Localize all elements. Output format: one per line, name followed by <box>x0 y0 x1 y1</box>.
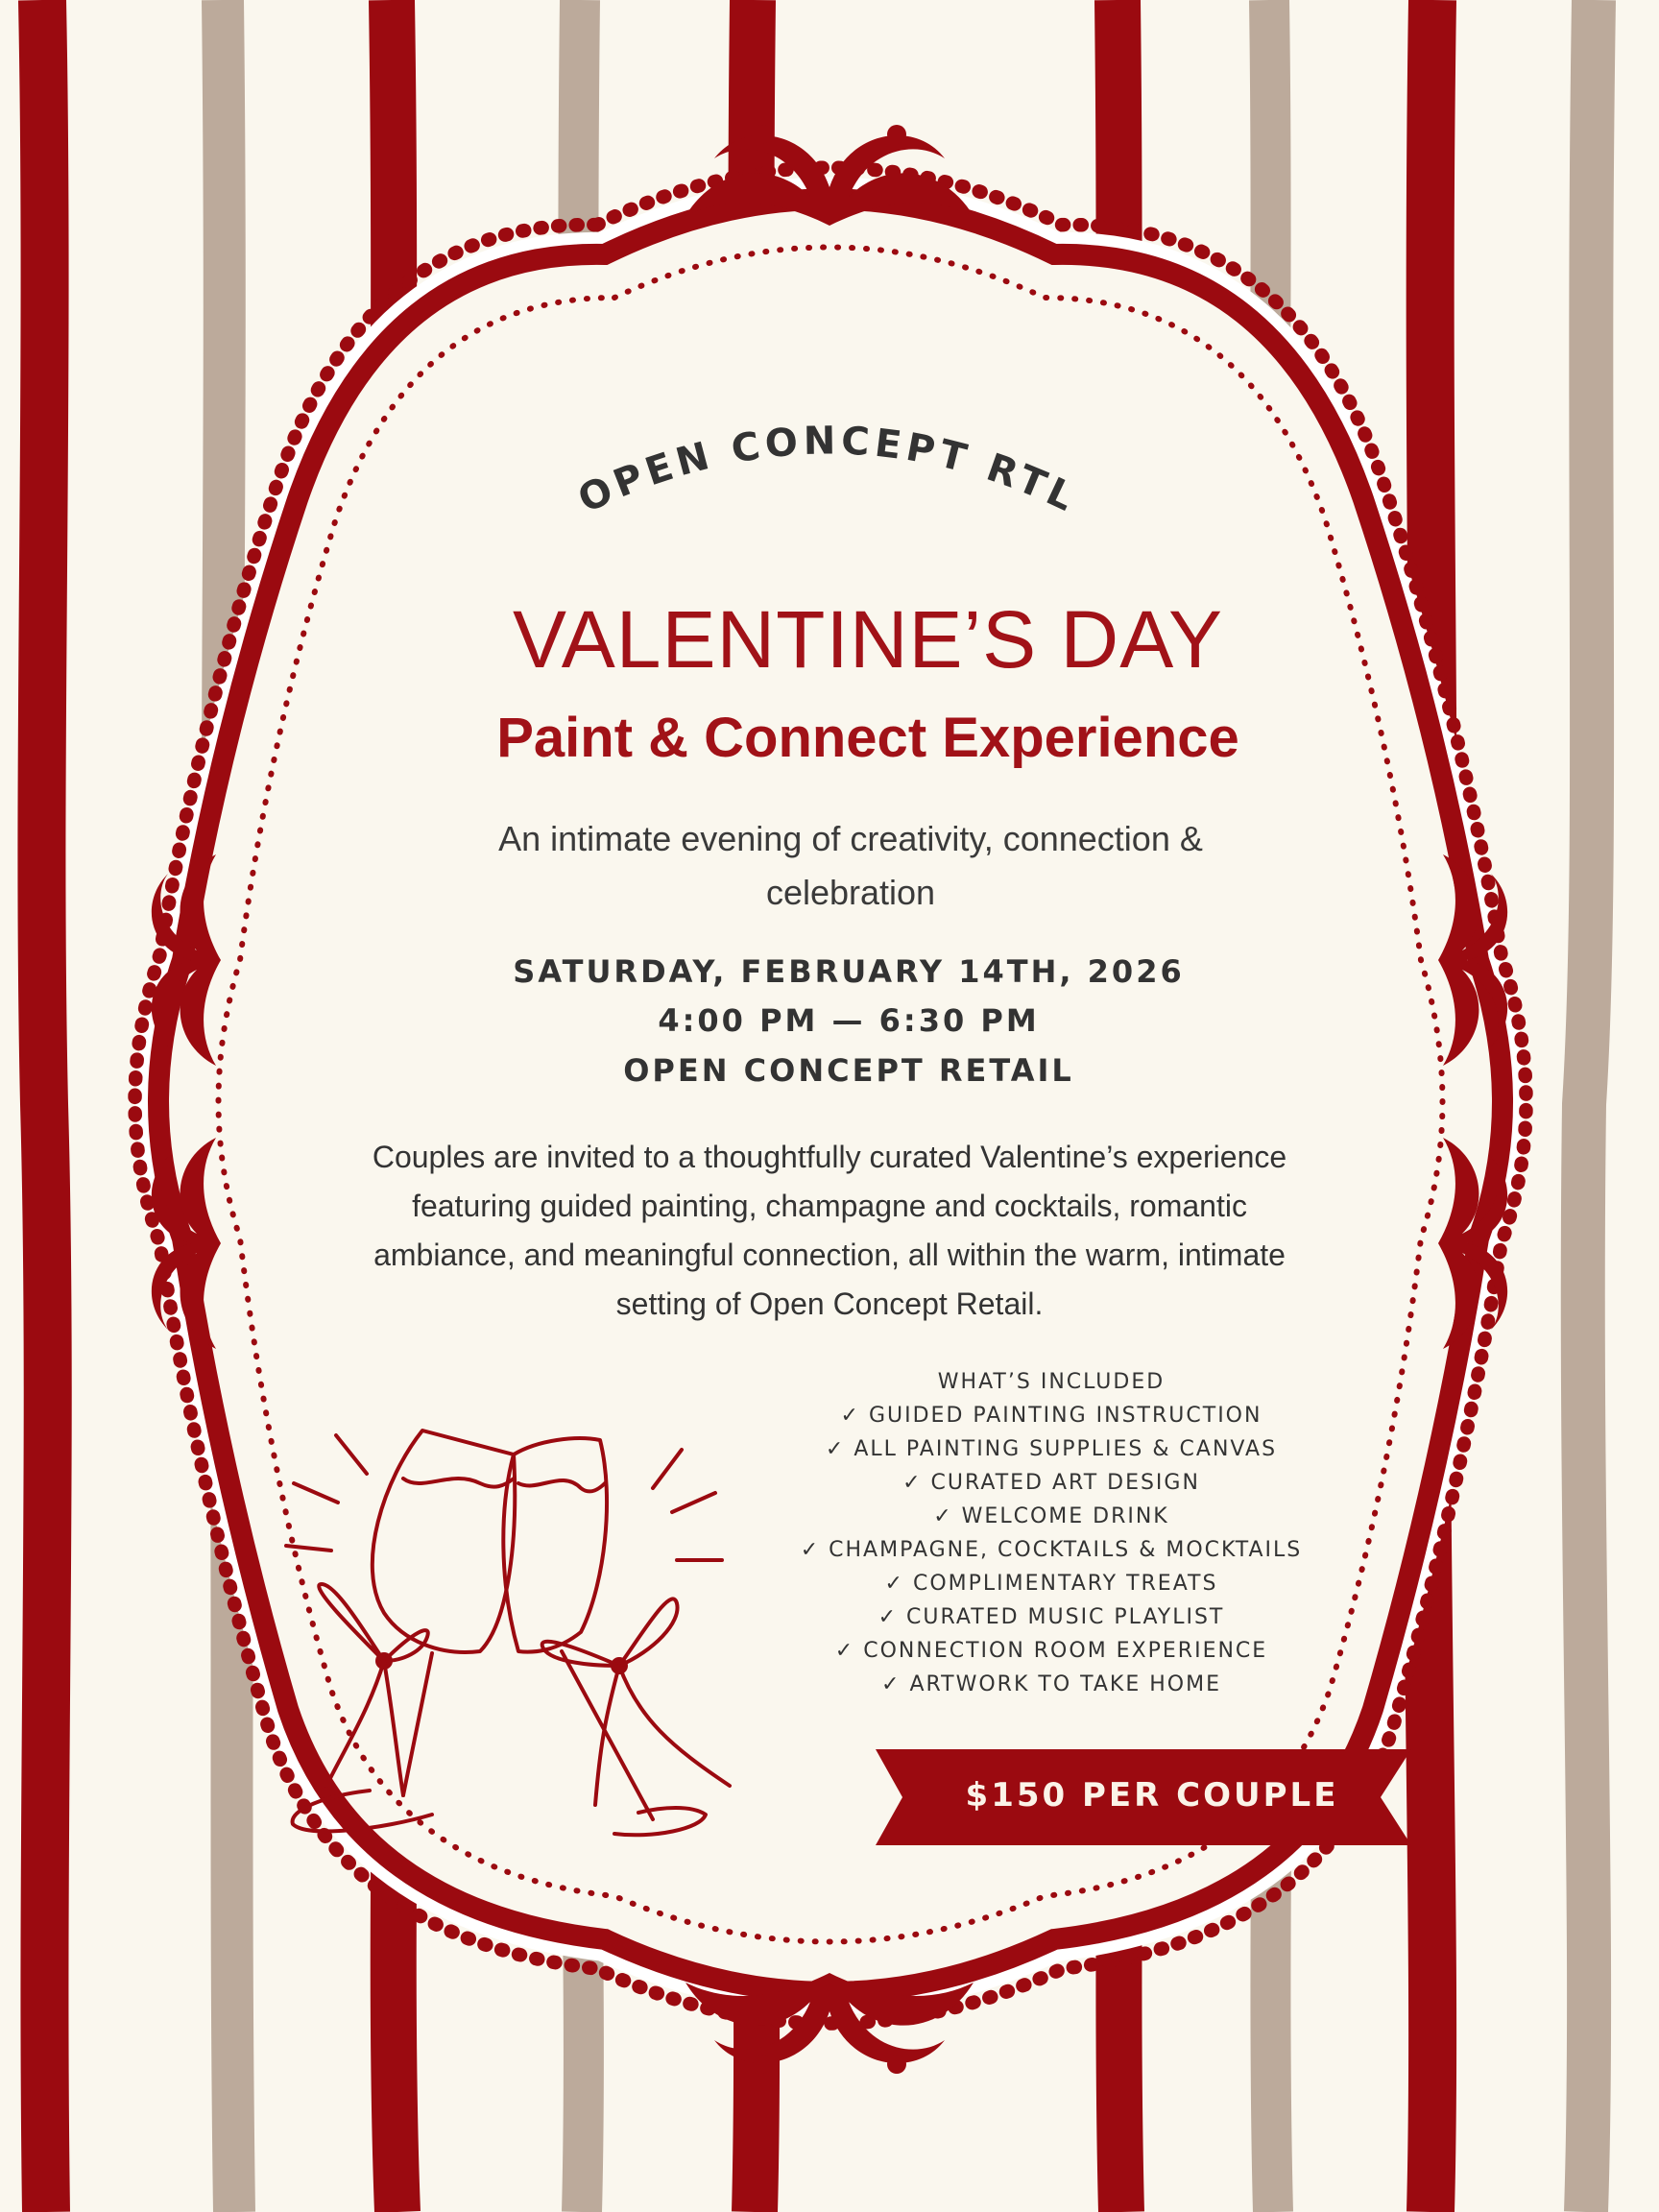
brand-name: OPEN CONCEPT RTL <box>571 419 1085 522</box>
included-item: ✓ GUIDED PAINTING INSTRUCTION <box>840 1404 1262 1428</box>
included-item: ✓ WELCOME DRINK <box>933 1504 1169 1528</box>
event-date: SATURDAY, FEBRUARY 14TH, 2026 <box>513 953 1185 990</box>
included-item: ✓ ALL PAINTING SUPPLIES & CANVAS <box>825 1437 1278 1461</box>
event-subtitle: Paint & Connect Experience <box>496 707 1239 769</box>
included-item: ✓ CURATED MUSIC PLAYLIST <box>878 1605 1225 1629</box>
included-item: ✓ COMPLIMENTARY TREATS <box>884 1572 1218 1596</box>
included-item: ✓ CONNECTION ROOM EXPERIENCE <box>834 1639 1268 1663</box>
included-item: ✓ ARTWORK TO TAKE HOME <box>881 1672 1221 1696</box>
included-heading: WHAT’S INCLUDED <box>937 1370 1166 1394</box>
included-list <box>710 1399 1392 1701</box>
event-title: VALENTINE’S DAY <box>512 594 1224 685</box>
event-description: Couples are invited to a thoughtfully curated Valentine’s experience featuring guided painting, champagne and cocktails, romantic ambiance, and meaningful connection, all within the warm, intimate setting of Open Concept Retail. <box>372 1140 1287 1321</box>
included-item: ✓ CURATED ART DESIGN <box>902 1471 1200 1495</box>
event-time: 4:00 PM — 6:30 PM <box>658 1002 1040 1039</box>
price-label: $150 PER COUPLE <box>965 1776 1339 1815</box>
included-item: ✓ CHAMPAGNE, COCKTAILS & MOCKTAILS <box>800 1538 1303 1562</box>
event-tagline: An intimate evening of creativity, connection & celebration <box>498 819 1203 912</box>
event-venue: OPEN CONCEPT RETAIL <box>623 1052 1074 1089</box>
